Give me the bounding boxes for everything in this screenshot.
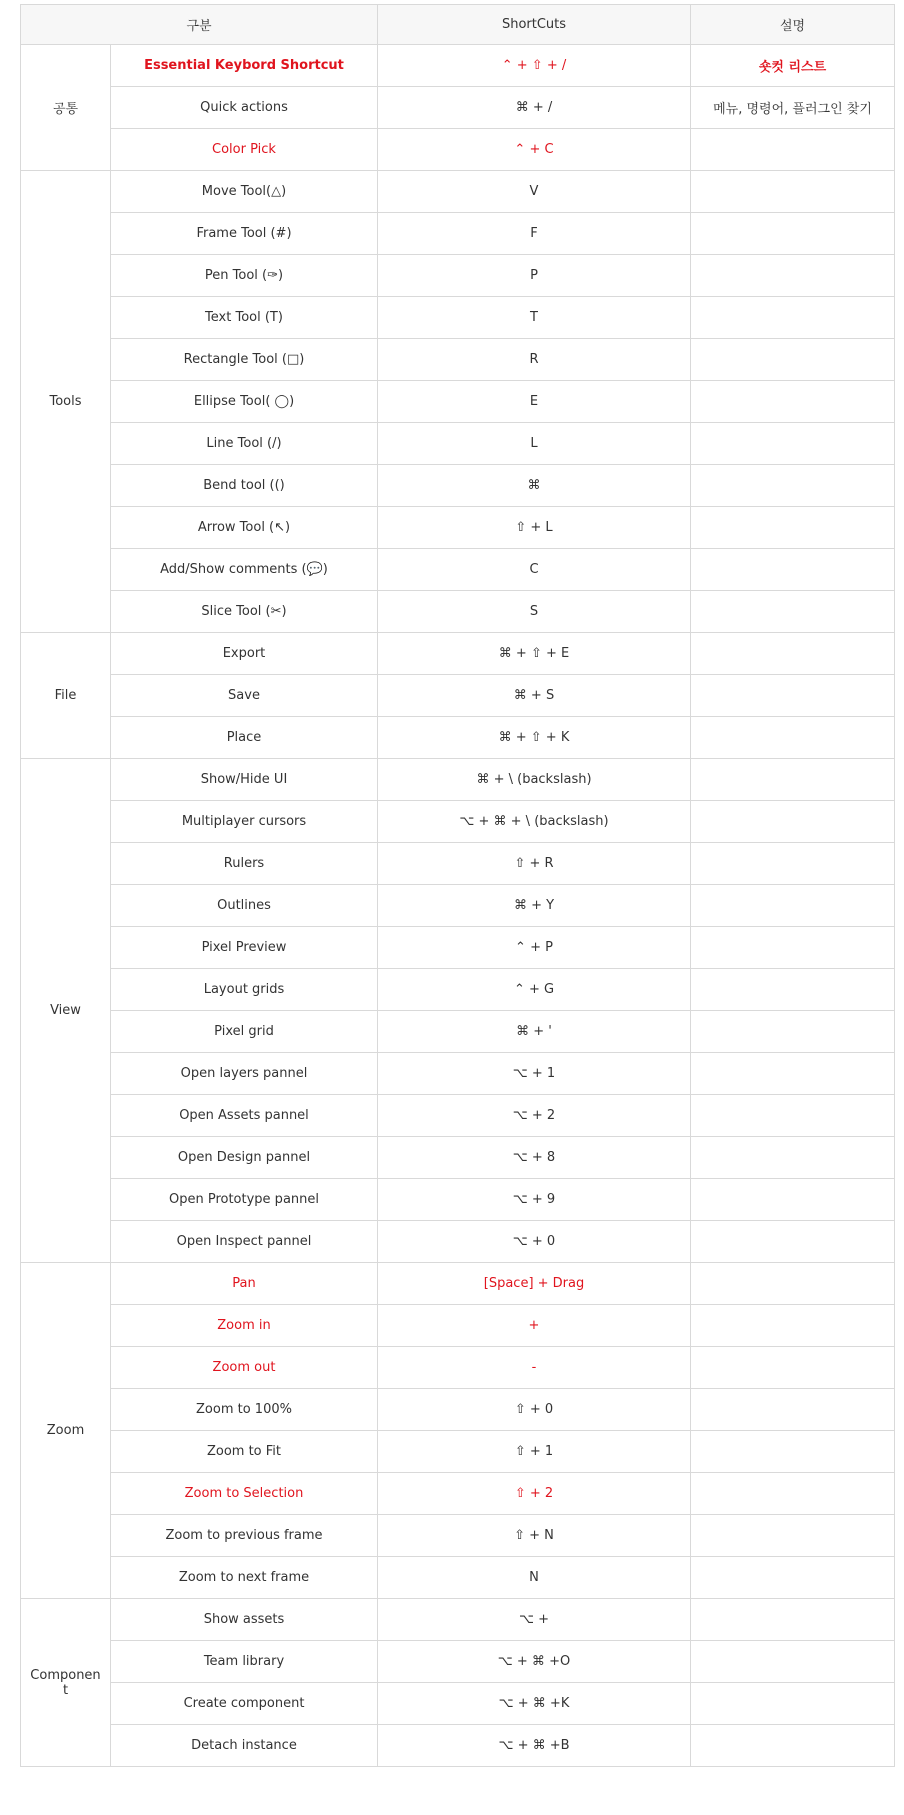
description-cell — [691, 801, 895, 843]
shortcut-keys-cell: E — [378, 381, 691, 423]
table-row — [21, 1683, 895, 1725]
description-cell — [691, 759, 895, 801]
command-name-cell: Ellipse Tool( ◯) — [111, 381, 378, 423]
table-row — [21, 1221, 895, 1263]
table-header — [21, 5, 895, 45]
description-cell — [691, 1599, 895, 1641]
shortcut-keys-cell: ⌘ — [378, 465, 691, 507]
table-row — [21, 1095, 895, 1137]
table-row — [21, 1305, 895, 1347]
table-row — [21, 1263, 895, 1305]
shortcut-keys-cell: S — [378, 591, 691, 633]
description-cell — [691, 591, 895, 633]
description-cell — [691, 1683, 895, 1725]
command-name-cell: Layout grids — [111, 969, 378, 1011]
description-cell — [691, 1179, 895, 1221]
command-name-cell: Zoom to next frame — [111, 1557, 378, 1599]
command-name-cell: Move Tool(△) — [111, 171, 378, 213]
description-cell — [691, 1095, 895, 1137]
shortcut-keys-cell: ⇧ + 0 — [378, 1389, 691, 1431]
shortcut-keys-cell: P — [378, 255, 691, 297]
table-row — [21, 381, 895, 423]
shortcut-keys-cell: N — [378, 1557, 691, 1599]
category-cell: 공통 — [21, 45, 111, 171]
shortcut-keys-cell: + — [378, 1305, 691, 1347]
table-row — [21, 885, 895, 927]
table-row — [21, 255, 895, 297]
description-cell — [691, 927, 895, 969]
command-name-cell: Color Pick — [111, 129, 378, 171]
shortcut-keys-cell: L — [378, 423, 691, 465]
shortcut-keys-cell: ⇧ + 1 — [378, 1431, 691, 1473]
command-name-cell: Rectangle Tool (□) — [111, 339, 378, 381]
description-cell — [691, 129, 895, 171]
shortcut-keys-cell: ⌥ + 0 — [378, 1221, 691, 1263]
shortcut-keys-cell: ⌥ + ⌘ +B — [378, 1725, 691, 1767]
table-row — [21, 927, 895, 969]
shortcut-keys-cell: ⌥ + ⌘ +K — [378, 1683, 691, 1725]
table-row — [21, 549, 895, 591]
table-row — [21, 1389, 895, 1431]
table-row — [21, 1599, 895, 1641]
table-row — [21, 759, 895, 801]
description-cell — [691, 1347, 895, 1389]
table-row — [21, 1053, 895, 1095]
table-row — [21, 1137, 895, 1179]
description-cell — [691, 297, 895, 339]
command-name-cell: Zoom out — [111, 1347, 378, 1389]
table-row — [21, 1515, 895, 1557]
shortcut-keys-cell: ⌥ + 8 — [378, 1137, 691, 1179]
command-name-cell: Essential Keybord Shortcut — [111, 45, 378, 87]
description-cell — [691, 171, 895, 213]
shortcut-keys-cell: ⌃ + P — [378, 927, 691, 969]
category-cell: Component — [21, 1599, 111, 1767]
command-name-cell: Show/Hide UI — [111, 759, 378, 801]
shortcut-keys-cell: ⌥ + ⌘ + \ (backslash) — [378, 801, 691, 843]
shortcut-keys-cell: ⌘ + Y — [378, 885, 691, 927]
table-row — [21, 1011, 895, 1053]
description-cell — [691, 1473, 895, 1515]
description-cell — [691, 1137, 895, 1179]
shortcut-keys-cell: ⌘ + ⇧ + E — [378, 633, 691, 675]
table-row — [21, 87, 895, 129]
shortcut-keys-cell: ⌃ + ⇧ + / — [378, 45, 691, 87]
description-cell — [691, 1515, 895, 1557]
shortcut-keys-cell: ⌥ + — [378, 1599, 691, 1641]
command-name-cell: Export — [111, 633, 378, 675]
table-body — [21, 45, 895, 1767]
command-name-cell: Zoom to Fit — [111, 1431, 378, 1473]
description-cell — [691, 507, 895, 549]
description-cell — [691, 1431, 895, 1473]
description-cell — [691, 1263, 895, 1305]
description-cell — [691, 1725, 895, 1767]
category-cell: View — [21, 759, 111, 1263]
table-row — [21, 1473, 895, 1515]
command-name-cell: Save — [111, 675, 378, 717]
table-row — [21, 969, 895, 1011]
shortcut-table — [20, 4, 895, 1767]
description-cell — [691, 969, 895, 1011]
category-cell: Zoom — [21, 1263, 111, 1599]
command-name-cell: Pen Tool (✑) — [111, 255, 378, 297]
command-name-cell: Slice Tool (✂) — [111, 591, 378, 633]
shortcut-keys-cell: [Space] + Drag — [378, 1263, 691, 1305]
shortcut-keys-cell: C — [378, 549, 691, 591]
shortcut-keys-cell: ⇧ + L — [378, 507, 691, 549]
table-row — [21, 45, 895, 87]
table-row — [21, 507, 895, 549]
command-name-cell: Multiplayer cursors — [111, 801, 378, 843]
shortcut-keys-cell: R — [378, 339, 691, 381]
command-name-cell: Show assets — [111, 1599, 378, 1641]
command-name-cell: Rulers — [111, 843, 378, 885]
command-name-cell: Quick actions — [111, 87, 378, 129]
table-row — [21, 1179, 895, 1221]
command-name-cell: Text Tool (T) — [111, 297, 378, 339]
command-name-cell: Open Design pannel — [111, 1137, 378, 1179]
table-row — [21, 465, 895, 507]
description-cell — [691, 213, 895, 255]
table-row — [21, 1641, 895, 1683]
shortcut-keys-cell: T — [378, 297, 691, 339]
command-name-cell: Pixel Preview — [111, 927, 378, 969]
header-shortcuts: ShortCuts — [378, 5, 691, 45]
description-cell — [691, 549, 895, 591]
header-row — [21, 5, 895, 45]
command-name-cell: Team library — [111, 1641, 378, 1683]
shortcut-keys-cell: ⌥ + ⌘ +O — [378, 1641, 691, 1683]
table-row — [21, 1431, 895, 1473]
description-cell: 숏컷 리스트 — [691, 45, 895, 87]
shortcut-keys-cell: ⇧ + R — [378, 843, 691, 885]
header-category: 구분 — [21, 5, 378, 45]
shortcut-keys-cell: ⇧ + N — [378, 1515, 691, 1557]
command-name-cell: Zoom to previous frame — [111, 1515, 378, 1557]
description-cell — [691, 465, 895, 507]
command-name-cell: Zoom in — [111, 1305, 378, 1347]
command-name-cell: Outlines — [111, 885, 378, 927]
command-name-cell: Pixel grid — [111, 1011, 378, 1053]
description-cell — [691, 675, 895, 717]
description-cell — [691, 1221, 895, 1263]
shortcut-keys-cell: - — [378, 1347, 691, 1389]
shortcut-keys-cell: ⌘ + S — [378, 675, 691, 717]
description-cell — [691, 1389, 895, 1431]
command-name-cell: Line Tool (/) — [111, 423, 378, 465]
shortcut-keys-cell: ⌘ + ' — [378, 1011, 691, 1053]
table-row — [21, 843, 895, 885]
shortcut-keys-cell: ⌥ + 2 — [378, 1095, 691, 1137]
description-cell — [691, 1053, 895, 1095]
table-row — [21, 171, 895, 213]
command-name-cell: Frame Tool (#) — [111, 213, 378, 255]
command-name-cell: Open Inspect pannel — [111, 1221, 378, 1263]
table-row — [21, 129, 895, 171]
description-cell — [691, 1305, 895, 1347]
table-row — [21, 801, 895, 843]
shortcut-keys-cell: ⌃ + G — [378, 969, 691, 1011]
table-row — [21, 1725, 895, 1767]
command-name-cell: Open Assets pannel — [111, 1095, 378, 1137]
command-name-cell: Pan — [111, 1263, 378, 1305]
command-name-cell: Arrow Tool (↖) — [111, 507, 378, 549]
description-cell — [691, 1011, 895, 1053]
command-name-cell: Add/Show comments (💬) — [111, 549, 378, 591]
table-row — [21, 1557, 895, 1599]
table-row — [21, 633, 895, 675]
command-name-cell: Bend tool (() — [111, 465, 378, 507]
category-cell: Tools — [21, 171, 111, 633]
description-cell — [691, 255, 895, 297]
table-row — [21, 591, 895, 633]
description-cell — [691, 1641, 895, 1683]
shortcut-keys-cell: ⌘ + / — [378, 87, 691, 129]
description-cell: 메뉴, 명령어, 플러그인 찾기 — [691, 87, 895, 129]
command-name-cell: Zoom to 100% — [111, 1389, 378, 1431]
description-cell — [691, 381, 895, 423]
table-row — [21, 213, 895, 255]
shortcut-keys-cell: ⌃ + C — [378, 129, 691, 171]
table-row — [21, 717, 895, 759]
command-name-cell: Zoom to Selection — [111, 1473, 378, 1515]
shortcut-keys-cell: ⌥ + 1 — [378, 1053, 691, 1095]
command-name-cell: Create component — [111, 1683, 378, 1725]
category-cell: File — [21, 633, 111, 759]
description-cell — [691, 843, 895, 885]
description-cell — [691, 339, 895, 381]
description-cell — [691, 717, 895, 759]
command-name-cell: Detach instance — [111, 1725, 378, 1767]
shortcut-keys-cell: F — [378, 213, 691, 255]
description-cell — [691, 885, 895, 927]
shortcut-keys-cell: ⇧ + 2 — [378, 1473, 691, 1515]
shortcut-keys-cell: ⌥ + 9 — [378, 1179, 691, 1221]
table-row — [21, 339, 895, 381]
table-row — [21, 297, 895, 339]
description-cell — [691, 423, 895, 465]
command-name-cell: Open Prototype pannel — [111, 1179, 378, 1221]
shortcut-keys-cell: ⌘ + \ (backslash) — [378, 759, 691, 801]
table-row — [21, 1347, 895, 1389]
table-row — [21, 675, 895, 717]
description-cell — [691, 633, 895, 675]
description-cell — [691, 1557, 895, 1599]
command-name-cell: Open layers pannel — [111, 1053, 378, 1095]
shortcut-keys-cell: ⌘ + ⇧ + K — [378, 717, 691, 759]
table-row — [21, 423, 895, 465]
shortcut-keys-cell: V — [378, 171, 691, 213]
command-name-cell: Place — [111, 717, 378, 759]
header-description: 설명 — [691, 5, 895, 45]
